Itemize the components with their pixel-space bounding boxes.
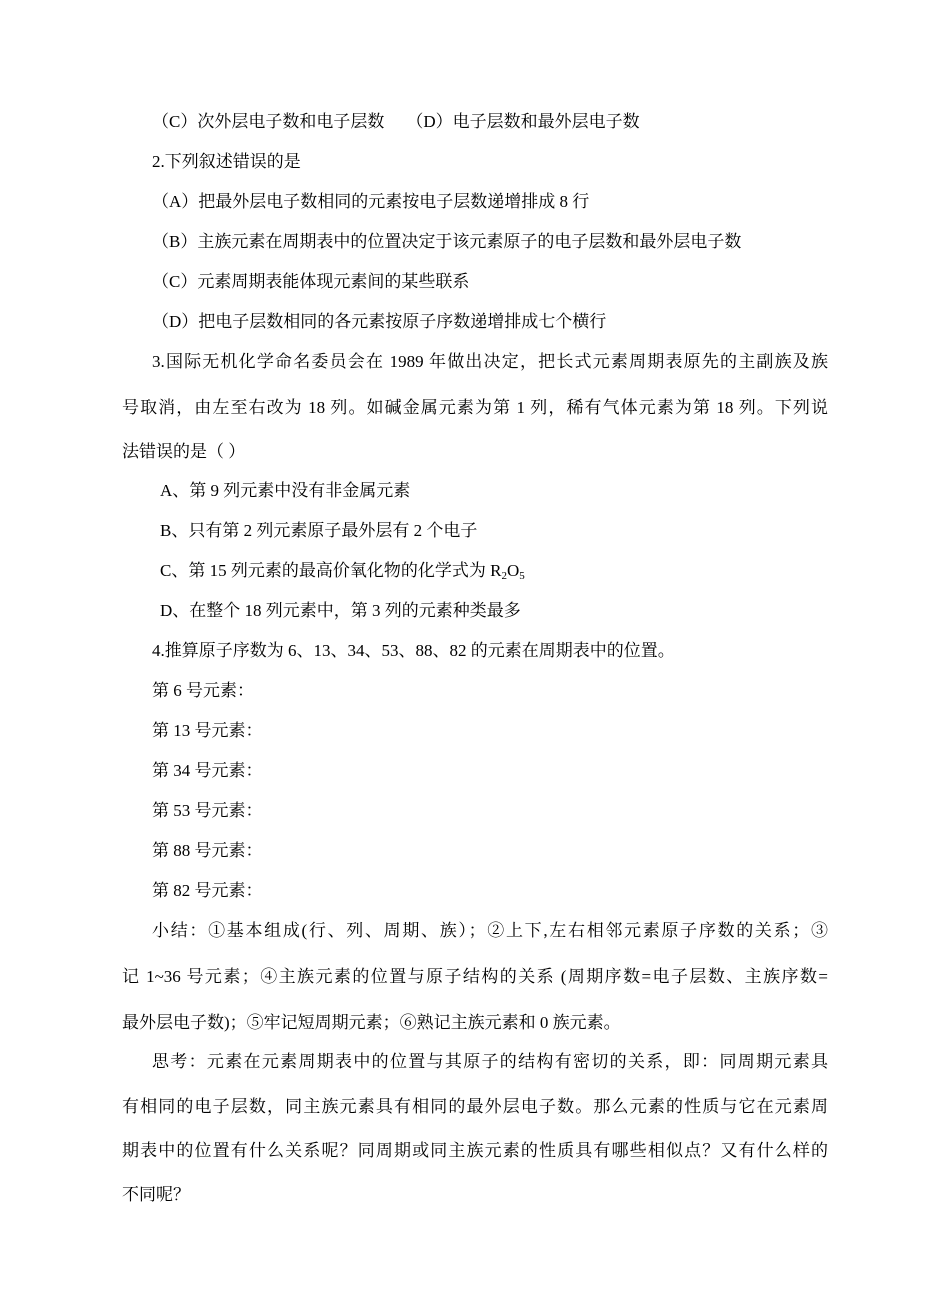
thinking-line-1: 思考：元素在元素周期表中的位置与其原子的结构有密切的关系，即：同周期元素具	[152, 1052, 828, 1071]
formula-subscript: 2	[501, 570, 507, 582]
q3-option-b: B、只有第 2 列元素原子最外层有 2 个电子	[160, 521, 478, 540]
summary-line-3: 最外层电子数)；⑤牢记短周期元素；⑥熟记主族元素和 0 族元素。	[122, 1013, 621, 1032]
thinking-line-3: 期表中的位置有什么关系呢？同周期或同主族元素的性质具有哪些相似点？又有什么样的	[122, 1141, 828, 1160]
q4-item: 第 34 号元素：	[152, 761, 263, 780]
thinking-line-4: 不同呢？	[122, 1185, 190, 1204]
q3-option-d: D、在整个 18 列元素中，第 3 列的元素种类最多	[160, 601, 521, 620]
q4-item: 第 6 号元素：	[152, 681, 254, 700]
thinking-line-2: 有相同的电子层数，同主族元素具有相同的最外层电子数。那么元素的性质与它在元素周	[122, 1097, 828, 1116]
summary-line-1: 小结：①基本组成(行、列、周期、族）；②上下,左右相邻元素原子序数的关系；③	[152, 921, 828, 940]
q2-option-b: （B）主族元素在周期表中的位置决定于该元素原子的电子层数和最外层电子数	[152, 232, 742, 251]
q2-option-d: （D）把电子层数相同的各元素按原子序数递增排成七个横行	[152, 312, 607, 331]
q4-item: 第 82 号元素：	[152, 881, 263, 900]
q4-item: 第 53 号元素：	[152, 801, 263, 820]
q4-stem: 4.推算原子序数为 6、13、34、53、88、82 的元素在周期表中的位置。	[152, 641, 675, 660]
q1-option-c: （C）次外层电子数和电子层数	[152, 112, 385, 131]
q1-option-d: （D）电子层数和最外层电子数	[406, 112, 640, 131]
q3-option-c	[160, 560, 525, 582]
q2-option-a: （A）把最外层电子数相同的元素按电子层数递增排成 8 行	[152, 192, 590, 211]
q3-option-a: A、第 9 列元素中没有非金属元素	[160, 481, 411, 500]
q4-item: 第 13 号元素：	[152, 721, 263, 740]
formula-subscript: 5	[519, 570, 525, 582]
q1-options-cd	[152, 111, 640, 133]
q3-option-c-text: C、第 15 列元素的最高价氧化物的化学式为 R	[160, 561, 502, 580]
q2-option-c: （C）元素周期表能体现元素间的某些联系	[152, 272, 470, 291]
q4-item: 第 88 号元素：	[152, 841, 263, 860]
summary-line-2: 记 1~36 号元素；④主族元素的位置与原子结构的关系 (周期序数=电子层数、主族序数=	[122, 967, 828, 986]
q3-stem-line-2: 号取消，由左至右改为 18 列。如碱金属元素为第 1 列，稀有气体元素为第 18 列。下列说	[122, 398, 828, 417]
q3-stem-line-1: 3.国际无机化学命名委员会在 1989 年做出决定，把长式元素周期表原先的主副族及族	[152, 352, 828, 371]
formula-oxygen: O	[506, 561, 520, 580]
q2-stem: 2.下列叙述错误的是	[152, 152, 301, 171]
q3-stem-line-3: 法错误的是（ ）	[122, 442, 246, 461]
